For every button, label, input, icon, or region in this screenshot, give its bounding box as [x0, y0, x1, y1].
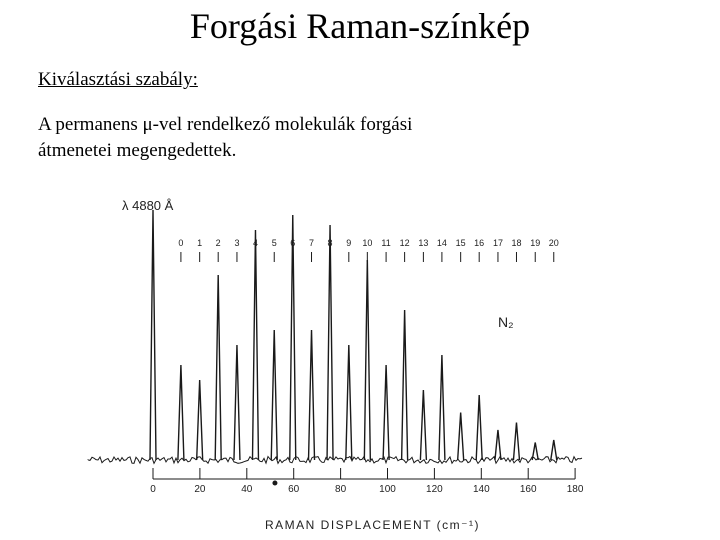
spectral-line [532, 443, 538, 461]
spectral-line [197, 380, 203, 460]
spectral-line [402, 310, 408, 460]
spectral-line [178, 365, 184, 460]
rotational-label: 6 [290, 238, 296, 248]
rotational-label: 5 [271, 238, 277, 248]
rotational-label: 7 [309, 238, 315, 248]
rotational-label: 8 [327, 238, 333, 248]
spectral-line [551, 440, 557, 460]
spectrum-baseline [88, 457, 582, 464]
spectral-line [439, 355, 445, 460]
x-tick-label: 0 [150, 484, 156, 495]
rotational-label: 11 [381, 238, 391, 248]
rotational-label: 2 [215, 238, 221, 248]
selection-rule-heading: Kiválasztási szabály: [38, 69, 198, 90]
spectrum-trace [88, 210, 582, 463]
spectral-line [420, 390, 426, 460]
rotational-label: 9 [346, 238, 352, 248]
raman-spectrum-chart [60, 185, 620, 540]
rotational-label: 0 [178, 238, 184, 248]
selection-rule-text [38, 112, 598, 164]
spectral-line [309, 330, 315, 460]
slide-title: Forgási Raman-színkép [189, 6, 531, 46]
laser-wavelength-label: λ 4880 Å [122, 198, 174, 213]
spectral-line [252, 230, 258, 460]
rotational-label: 20 [548, 238, 559, 248]
spectral-line [271, 330, 277, 460]
rotational-label: 17 [492, 238, 503, 248]
species-label: N₂ [498, 314, 514, 330]
spectral-line [215, 275, 221, 460]
x-tick-label: 120 [426, 484, 443, 495]
x-tick-label: 80 [335, 484, 347, 495]
spectral-line [458, 413, 464, 461]
x-tick-label: 20 [194, 484, 206, 495]
x-tick-label: 40 [241, 484, 253, 495]
rotational-quantum-labels [178, 238, 558, 262]
x-tick-label: 140 [472, 484, 490, 495]
rotational-label: 16 [474, 238, 485, 248]
rotational-label: 3 [234, 238, 240, 248]
rotational-label: 4 [252, 238, 258, 248]
spectral-line [383, 365, 389, 460]
scan-mark [272, 481, 277, 486]
rotational-label: 18 [511, 238, 522, 248]
spectral-line [327, 225, 333, 460]
rotational-label: 14 [436, 238, 447, 248]
x-tick-label: 180 [566, 484, 584, 495]
selection-rule-line-1: A permanens μ-vel rendelkező molekulák forgási [38, 114, 413, 135]
spectral-line [364, 260, 370, 460]
x-tick-label: 100 [379, 484, 396, 495]
rotational-label: 1 [197, 238, 203, 248]
spectral-line [346, 345, 352, 460]
rotational-label: 10 [362, 238, 373, 248]
x-axis [150, 468, 584, 495]
rotational-label: 19 [530, 238, 541, 248]
x-tick-label: 60 [288, 484, 300, 495]
spectral-line [290, 215, 296, 460]
x-axis-label: RAMAN DISPLACEMENT (cm⁻¹) [265, 518, 480, 532]
laser-line [150, 210, 156, 460]
spectral-line [234, 345, 240, 460]
rotational-label: 15 [455, 238, 466, 248]
rotational-label: 13 [418, 238, 429, 248]
selection-rule-line-2: átmenetei megengedettek. [38, 140, 237, 161]
rotational-label: 12 [399, 238, 410, 248]
x-tick-label: 160 [519, 484, 537, 495]
spectral-line [495, 430, 501, 460]
spectral-line [476, 395, 482, 460]
spectral-line [513, 423, 519, 461]
